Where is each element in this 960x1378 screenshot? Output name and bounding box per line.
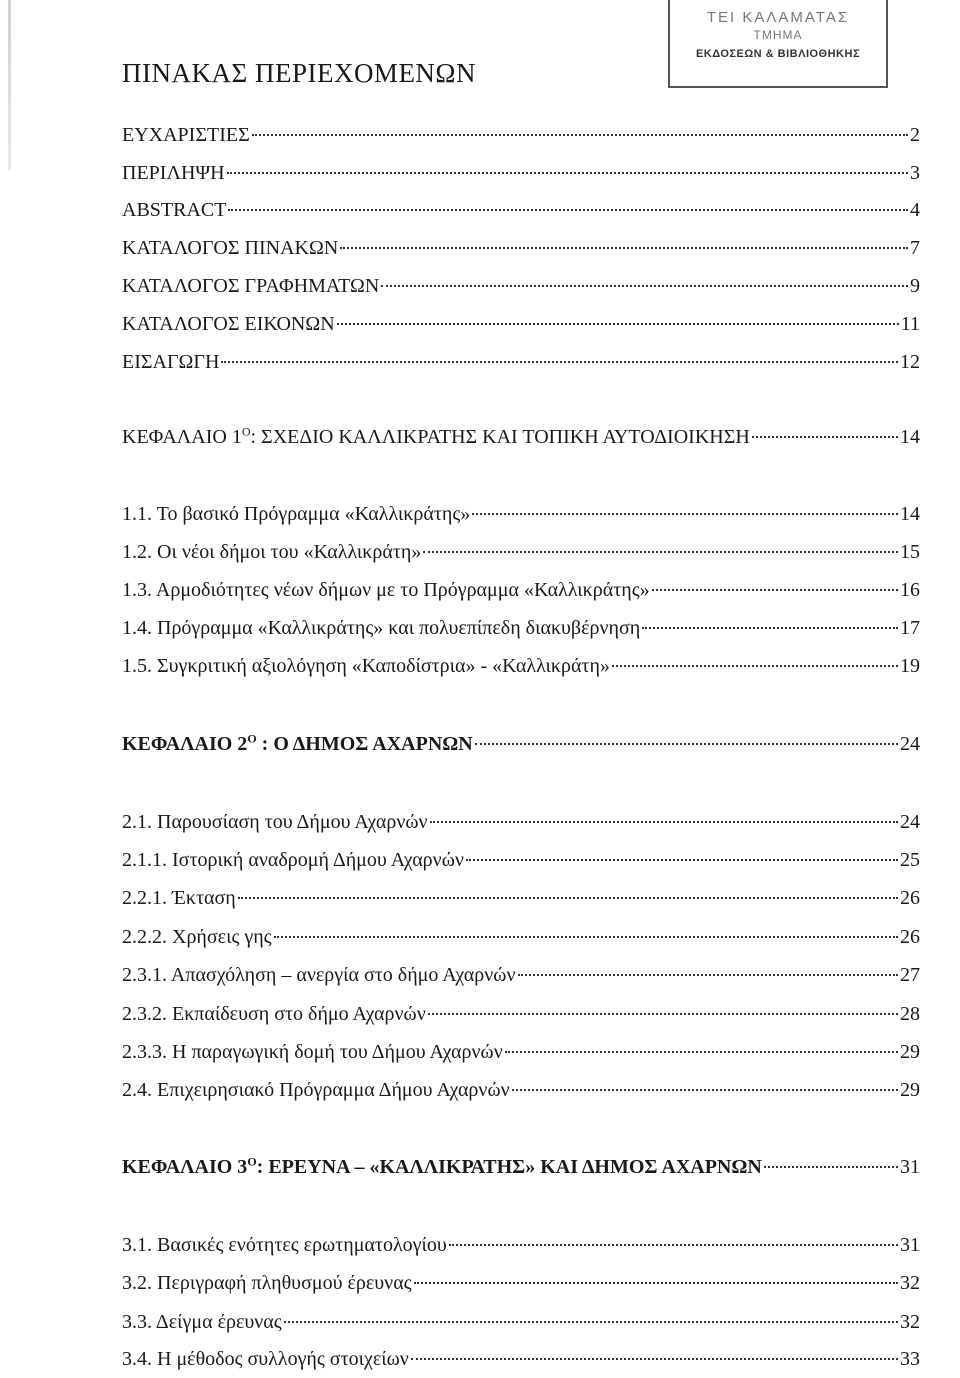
chapter-number: ΚΕΦΑΛΑΙΟ 2 <box>122 733 248 755</box>
toc-entry-page: 11 <box>900 313 920 335</box>
dot-leader <box>428 1013 898 1015</box>
dot-leader <box>642 627 898 629</box>
dot-leader <box>612 665 898 667</box>
toc-chapter-1[interactable] <box>122 426 920 456</box>
toc-entry-page: 31 <box>900 1156 920 1178</box>
ordinal-superscript: Ο <box>241 424 251 439</box>
toc-entry-summary[interactable] <box>122 162 920 192</box>
chapter-number: ΚΕΦΑΛΑΙΟ 3 <box>122 1156 248 1178</box>
toc-entry-label: 2.1. Παρουσίαση του Δήμου Αχαρνών <box>122 811 428 833</box>
dot-leader <box>512 1089 898 1091</box>
toc-entry-label: 1.1. Το βασικό Πρόγραμμα «Καλλικράτης» <box>122 503 471 525</box>
toc-entry-page: 25 <box>900 849 920 871</box>
toc-entry-label <box>122 733 473 756</box>
toc-entry-page: 24 <box>900 811 920 833</box>
toc-entry-page: 9 <box>910 275 920 297</box>
page-title: ΠΙΝΑΚΑΣ ΠΕΡΙΕΧΟΜΕΝΩΝ <box>122 58 476 88</box>
toc-entry-page: 32 <box>900 1272 920 1294</box>
toc-entry-label <box>122 426 750 449</box>
ordinal-superscript: Ο <box>247 731 257 746</box>
dot-leader <box>752 436 898 438</box>
toc-entry-list-of-charts[interactable] <box>122 275 920 305</box>
toc-entry-2-1-1[interactable] <box>122 849 920 879</box>
toc-entry-page: 32 <box>900 1311 920 1333</box>
toc-entry-label: 3.3. Δείγμα έρευνας <box>122 1311 282 1333</box>
dot-leader <box>764 1166 898 1168</box>
toc-entry-page: 28 <box>900 1003 920 1025</box>
dot-leader <box>430 821 898 823</box>
stamp-line-3: ΕΚΔΟΣΕΩΝ & ΒΙΒΛΙΟΘΗΚΗΣ <box>695 47 861 60</box>
toc-entry-2-3-2[interactable] <box>122 1003 920 1033</box>
toc-entry-label: 1.4. Πρόγραμμα «Καλλικράτης» και πολυεπίπεδη διακυβέρνηση <box>122 617 641 639</box>
toc-entry-label: 2.3.3. Η παραγωγική δομή του Δήμου Αχαρνών <box>122 1041 503 1063</box>
toc-entry-page: 7 <box>910 237 920 259</box>
toc-entry-label: ΚΑΤΑΛΟΓΟΣ ΓΡΑΦΗΜΑΤΩΝ <box>122 275 380 297</box>
toc-entry-page: 15 <box>900 541 920 563</box>
toc-entry-page: 16 <box>900 579 920 601</box>
chapter-title: : Ο ΔΗΜΟΣ ΑΧΑΡΝΩΝ <box>256 733 473 755</box>
toc-entry-2-1[interactable] <box>122 811 920 841</box>
toc-entry-1-2[interactable] <box>122 541 920 571</box>
toc-entry-2-2-1[interactable] <box>122 887 920 917</box>
toc-entry-label: ΚΑΤΑΛΟΓΟΣ ΕΙΚΟΝΩΝ <box>122 313 335 335</box>
dot-leader <box>227 172 908 174</box>
toc-entry-label: 3.2. Περιγραφή πληθυσμού έρευνας <box>122 1272 412 1294</box>
toc-entry-label: 2.3.1. Απασχόληση – ανεργία στο δήμο Αχαρνών <box>122 964 516 986</box>
stamp-line-1: ΤΕΙ ΚΑΛΑΜΑΤΑΣ <box>706 9 850 26</box>
dot-leader <box>337 323 899 325</box>
toc-chapter-2[interactable] <box>122 733 920 763</box>
toc-entry-label: 2.2.1. Έκταση <box>122 887 236 909</box>
dot-leader <box>423 551 898 553</box>
toc-entry-page: 33 <box>900 1348 920 1370</box>
toc-entry-label: 3.1. Βασικές ενότητες ερωτηματολογίου <box>122 1234 447 1256</box>
chapter-number: ΚΕΦΑΛΑΙΟ 1 <box>122 426 242 448</box>
toc-entry-page: 19 <box>900 655 920 677</box>
toc-entry-label: 2.4. Επιχειρησιακό Πρόγραμμα Δήμου Αχαρνών <box>122 1079 510 1101</box>
toc-entry-label: 1.2. Οι νέοι δήμοι του «Καλλικράτη» <box>122 541 422 563</box>
dot-leader <box>472 513 898 515</box>
toc-entry-introduction[interactable] <box>122 351 920 381</box>
dot-leader <box>228 209 908 211</box>
toc-entry-1-3[interactable] <box>122 579 920 609</box>
toc-entry-page: 14 <box>900 426 920 448</box>
dot-leader <box>505 1051 898 1053</box>
toc-entry-page: 14 <box>900 503 920 525</box>
library-stamp <box>668 0 888 88</box>
toc-entry-2-2-2[interactable] <box>122 926 920 956</box>
toc-entry-2-3-1[interactable] <box>122 964 920 994</box>
toc-chapter-3[interactable] <box>122 1156 920 1186</box>
toc-entry-page: 29 <box>900 1041 920 1063</box>
toc-entry-label: 2.3.2. Εκπαίδευση στο δήμο Αχαρνών <box>122 1003 426 1025</box>
chapter-title: : ΕΡΕΥΝΑ – «ΚΑΛΛΙΚΡΑΤΗΣ» ΚΑΙ ΔΗΜΟΣ ΑΧΑΡΝΩΝ <box>256 1156 762 1178</box>
toc-entry-acknowledgements[interactable] <box>122 124 920 154</box>
toc-entry-page: 26 <box>900 926 920 948</box>
dot-leader <box>449 1244 898 1246</box>
toc-entry-page: 17 <box>900 617 920 639</box>
toc-entry-page: 4 <box>910 199 920 221</box>
toc-entry-page: 24 <box>900 733 920 755</box>
dot-leader <box>652 589 898 591</box>
dot-leader <box>284 1321 898 1323</box>
toc-entry-label: ΕΙΣΑΓΩΓΗ <box>122 351 220 373</box>
dot-leader <box>411 1358 898 1360</box>
toc-entry-label: 2.2.2. Χρήσεις γης <box>122 926 272 948</box>
toc-entry-label <box>122 1156 762 1179</box>
scan-edge-shadow <box>8 0 11 170</box>
toc-entry-page: 26 <box>900 887 920 909</box>
toc-entry-page: 3 <box>910 162 920 184</box>
toc-entry-label: ΠΕΡΙΛΗΨΗ <box>122 162 225 184</box>
dot-leader <box>518 974 899 976</box>
toc-entry-list-of-images[interactable] <box>122 313 920 343</box>
toc-entry-label: ABSTRACT <box>122 199 227 221</box>
toc-entry-1-4[interactable] <box>122 617 920 647</box>
dot-leader <box>466 859 898 861</box>
toc-entry-1-1[interactable] <box>122 503 920 533</box>
toc-entry-abstract[interactable] <box>122 199 920 229</box>
toc-entry-label: ΚΑΤΑΛΟΓΟΣ ΠΙΝΑΚΩΝ <box>122 237 339 259</box>
toc-entry-3-2[interactable] <box>122 1272 920 1302</box>
toc-entry-page: 31 <box>900 1234 920 1256</box>
toc-entry-label: 3.4. Η μέθοδος συλλογής στοιχείων <box>122 1348 409 1370</box>
stamp-line-2: ΤΜΗΜΑ <box>753 27 803 42</box>
dot-leader <box>475 743 898 745</box>
dot-leader <box>274 936 898 938</box>
toc-entry-page: 27 <box>900 964 920 986</box>
toc-entry-label: 2.1.1. Ιστορική αναδρομή Δήμου Αχαρνών <box>122 849 464 871</box>
toc-entry-label: 1.5. Συγκριτική αξιολόγηση «Καποδίστρια» - «Καλλικράτη» <box>122 655 610 677</box>
toc-entry-list-of-tables[interactable] <box>122 237 920 267</box>
toc-entry-label: 1.3. Αρμοδιότητες νέων δήμων με το Πρόγραμμα «Καλλικράτης» <box>122 579 650 601</box>
toc-entry-1-5[interactable] <box>122 655 920 685</box>
dot-leader <box>252 134 908 136</box>
toc-entry-3-3[interactable] <box>122 1311 920 1341</box>
chapter-title: : ΣΧΕΔΙΟ ΚΑΛΛΙΚΡΑΤΗΣ ΚΑΙ ΤΟΠΙΚΗ ΑΥΤΟΔΙΟΙΚΗΣΗ <box>250 426 750 448</box>
toc-entry-label: ΕΥΧΑΡΙΣΤΙΕΣ <box>122 124 250 146</box>
ordinal-superscript: Ο <box>247 1154 257 1169</box>
toc-entry-page: 29 <box>900 1079 920 1101</box>
dot-leader <box>340 247 908 249</box>
dot-leader <box>238 897 898 899</box>
dot-leader <box>414 1282 898 1284</box>
toc-entry-2-4[interactable] <box>122 1079 920 1109</box>
dot-leader <box>221 361 898 363</box>
toc-entry-page: 12 <box>900 351 920 373</box>
toc-entry-page: 2 <box>910 124 920 146</box>
dot-leader <box>381 285 908 287</box>
toc-entry-2-3-3[interactable] <box>122 1041 920 1071</box>
toc-entry-3-1[interactable] <box>122 1234 920 1264</box>
